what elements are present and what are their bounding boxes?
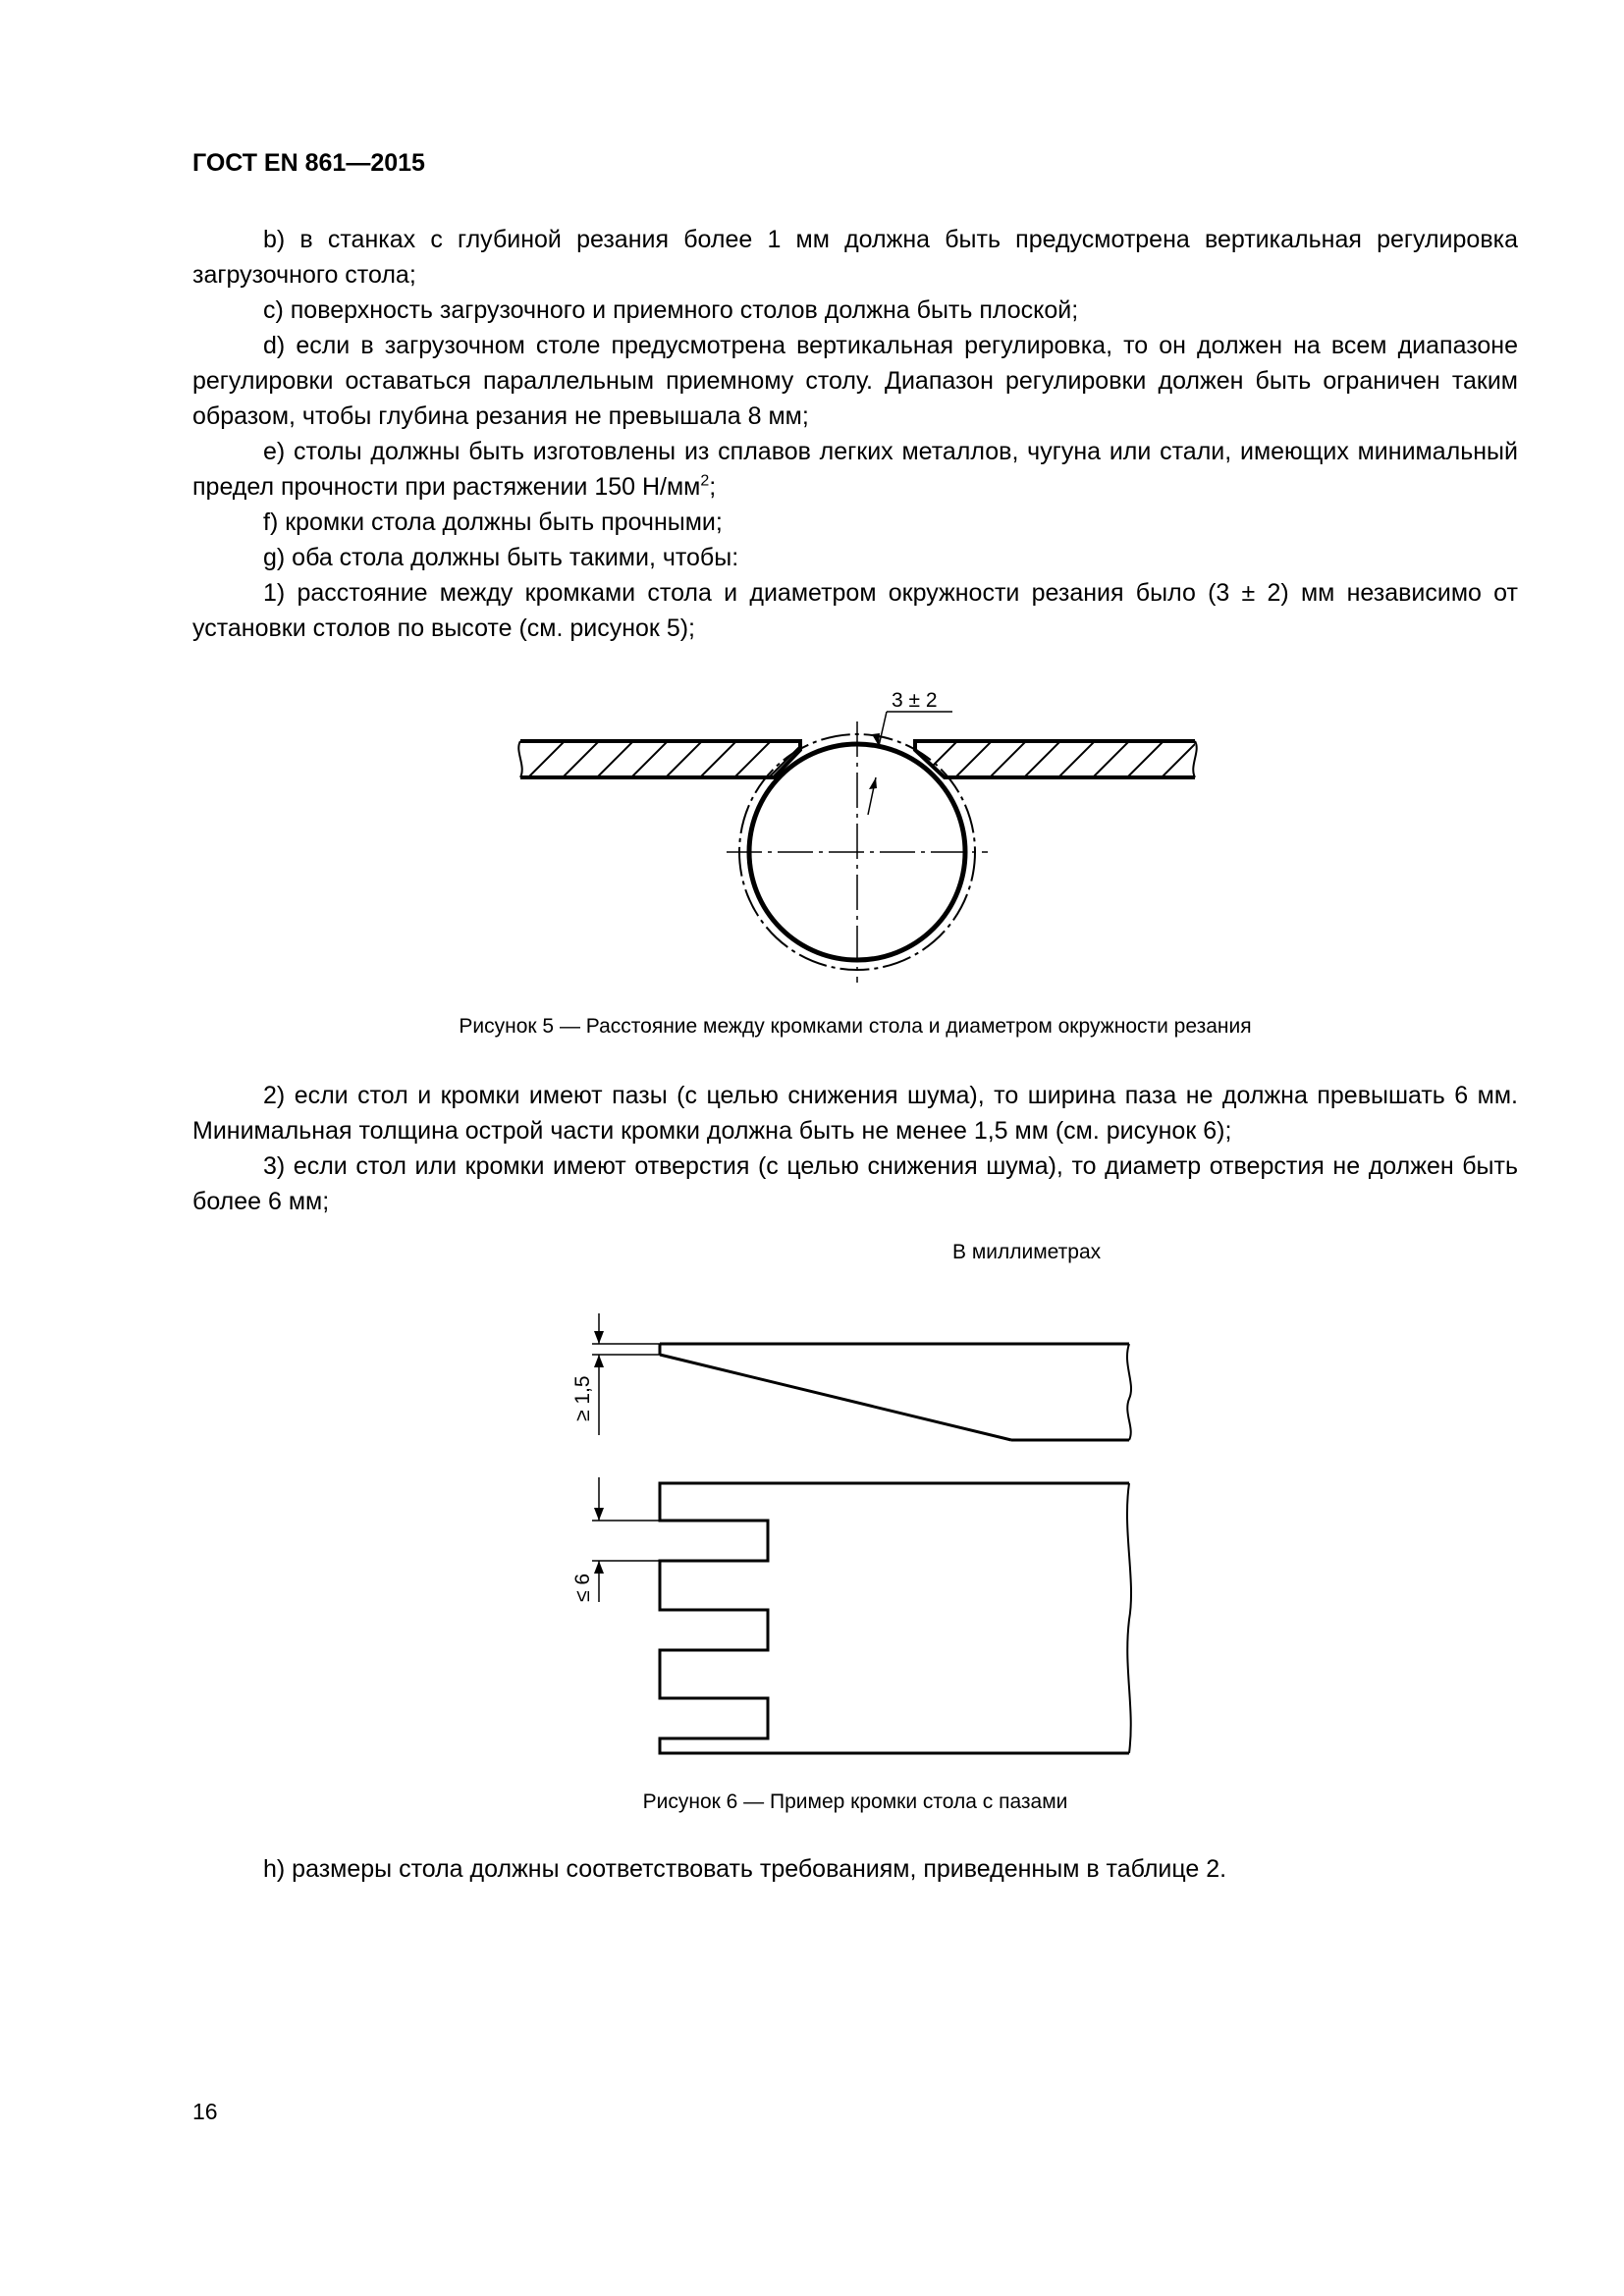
paragraph-h: h) размеры стола должны соответствовать требованиям, приведенным в таблице 2.: [263, 1855, 1227, 1883]
dim-thickness-label: ≥ 1,5: [571, 1375, 594, 1421]
paragraph-e-end: ;: [709, 473, 717, 501]
paragraph-g1: 1) расстояние между кромками стола и диаметром окружности резания было (3 ± 2) мм независимо от установки столов по высоте (см. рисунок 5);: [192, 579, 1518, 642]
edge-profile: [660, 1344, 1131, 1440]
paragraph-f: f) кромки стола должны быть прочными;: [263, 508, 723, 536]
text-block-3: [192, 1851, 1518, 1887]
paragraph-2: 2) если стол и кромки имеют пазы (с целью снижения шума), то ширина паза не должна превышать 6 мм. Минимальная толщина острой части кромки должна быть не менее 1,5 мм (см. рисунок 6);: [192, 1082, 1518, 1145]
paragraph-b: b) в станках с глубиной резания более 1 мм должна быть предусмотрена вертикальная регулировка загрузочного стола;: [192, 226, 1518, 289]
page-number: 16: [192, 2099, 218, 2124]
figure-5-caption: Рисунок 5 — Расстояние между кромками стола и диаметром окружности резания: [459, 1015, 1252, 1038]
dimension-thickness: [571, 1313, 660, 1435]
paragraph-c: c) поверхность загрузочного и приемного столов должна быть плоской;: [263, 296, 1079, 324]
paragraph-g: g) оба стола должны быть такими, чтобы:: [263, 544, 739, 571]
text-block-2: [192, 1078, 1518, 1219]
dimension-label: 3 ± 2: [892, 689, 938, 712]
dimension-slot: [571, 1477, 660, 1602]
paragraph-d: d) если в загрузочном столе предусмотрена вертикальная регулировка, то он должен на всем диапазоне регулировки оставаться параллельным приемному столу. Диапазон регулировки должен быть ограничен таким образом, чтобы глубина резания не превышала 8 мм;: [192, 332, 1518, 430]
dimension-3-pm-2: [868, 689, 952, 815]
document-header: ГОСТ EN 861—2015: [192, 149, 425, 177]
text-block-1: [192, 222, 1518, 646]
superscript-2: 2: [700, 472, 710, 490]
dim-slot-label: ≤ 6: [571, 1573, 594, 1602]
paragraph-e-text: e) столы должны быть изготовлены из сплавов легких металлов, чугуна или стали, имеющих минимальный предел прочности при растяжении 150 Н/мм: [192, 438, 1518, 501]
figure-6-drawing: [560, 1296, 1168, 1767]
figure-5-drawing: [491, 667, 1237, 1001]
units-note: В миллиметрах: [952, 1241, 1102, 1263]
slotted-table: [660, 1483, 1131, 1753]
paragraph-3: 3) если стол или кромки имеют отверстия (с целью снижения шума), то диаметр отверстия не должен быть более 6 мм;: [192, 1152, 1518, 1215]
paragraph-e: [192, 434, 1518, 505]
figure-6-caption: Рисунок 6 — Пример кромки стола с пазами: [642, 1790, 1068, 1813]
cutter-circle: [727, 721, 988, 983]
